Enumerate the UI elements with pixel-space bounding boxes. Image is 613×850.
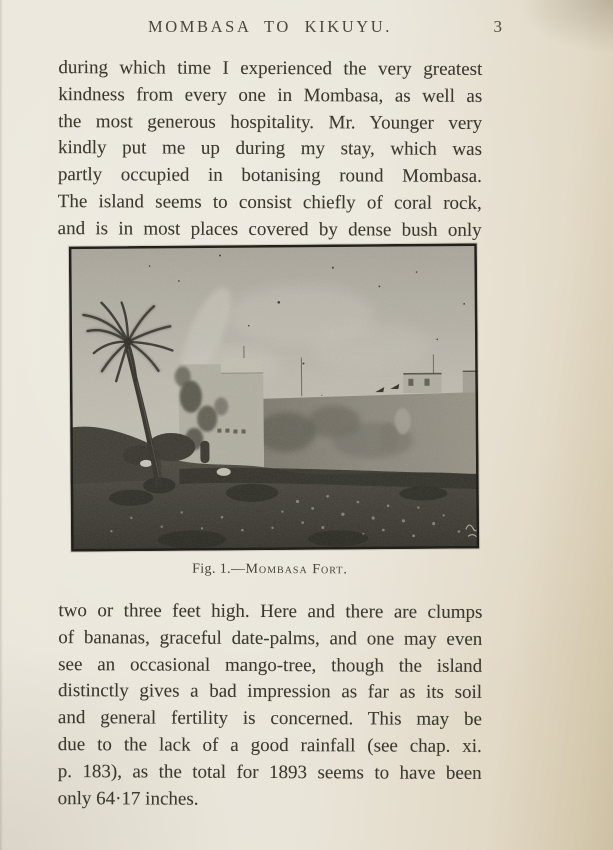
text-line: of bananas, graceful date-palms, and one may even [58,626,483,650]
caption-prefix: Fig. 1.— [192,561,246,577]
text-line: the most generous hospitality. Mr. Younger very [58,110,483,134]
running-title: MOMBASA TO KIKUYU. [147,17,392,36]
text-line: two or three feet high. Here and there are clumps [58,600,483,623]
caption-title: Mombasa Fort. [245,561,348,578]
text-line: distinctly gives a bad impression as far as its soil [58,680,483,704]
figure-caption [58,561,482,579]
page-header [58,15,505,39]
text-line: The island seems to consist chiefly of coral rock, [57,191,482,214]
paragraph-top [58,55,483,244]
text-line: see an occasional mango-tree, though the island [58,653,483,677]
text-line: during which time I experienced the very greatest [58,57,483,80]
mombasa-fort-photograph [69,243,479,551]
text-line: due to the lack of a good rainfall (see chap. xi. [57,734,482,757]
text-line: partly occupied in botanising round Mombasa. [57,164,482,188]
text-line: kindness from every one in Mombasa, as well as [58,83,483,107]
text-line: p. 183), as the total for 1893 seems to have been [57,760,482,784]
paragraph-bottom [58,598,483,814]
page-number: 3 [493,17,503,36]
text-line: only 64·17 inches. [57,787,199,810]
fort-photo-illustration [69,243,479,551]
text-line: and general fertility is concerned. This may be [57,707,482,731]
text-line: kindly put me up during my stay, which was [57,137,483,161]
text-line: and is in most places covered by dense bush only [57,217,482,241]
